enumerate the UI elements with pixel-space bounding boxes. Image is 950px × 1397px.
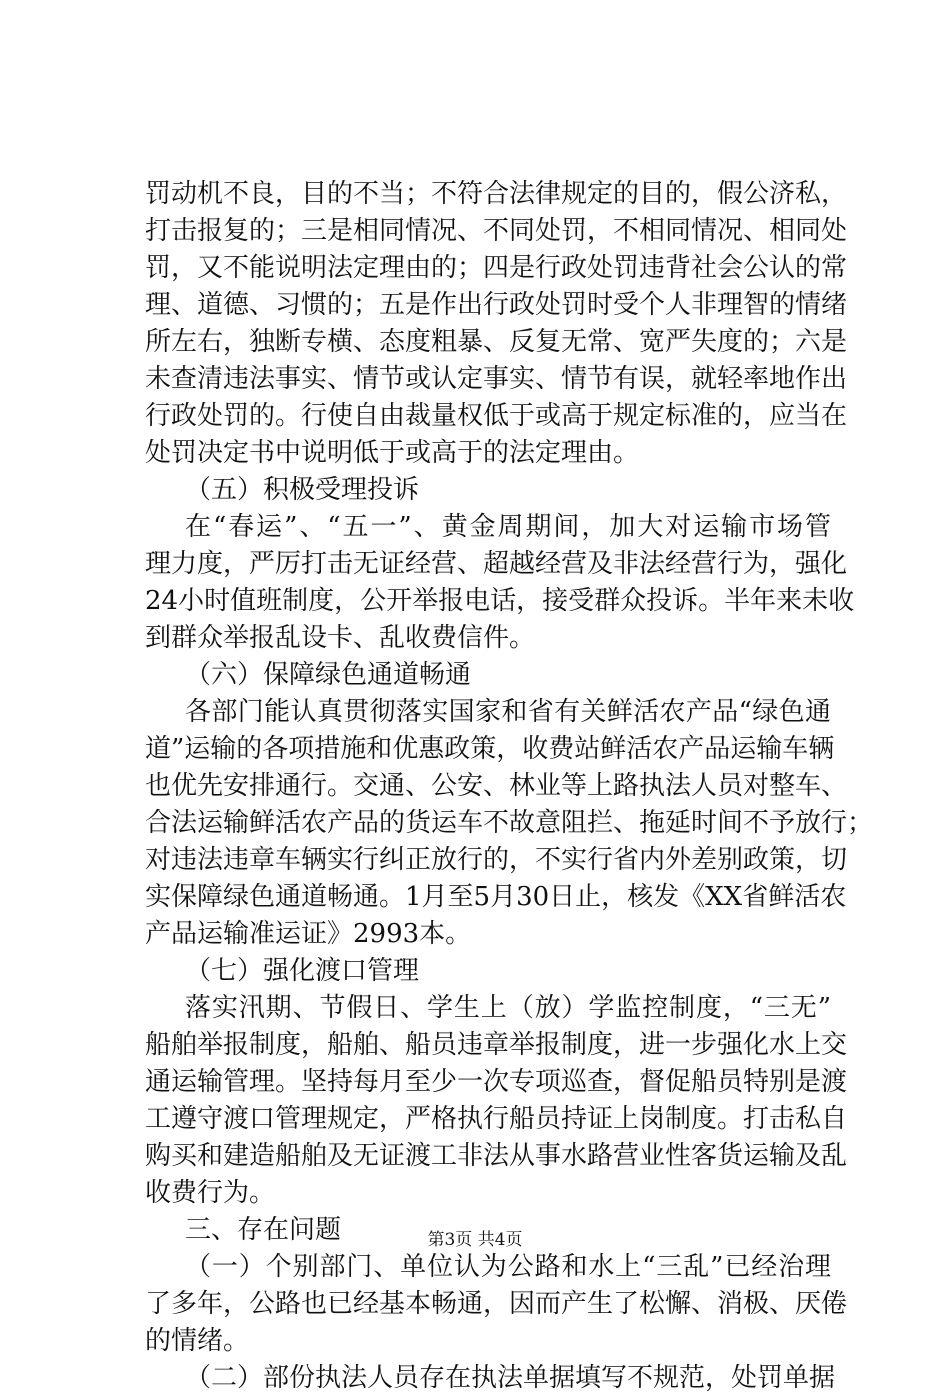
section-heading: （七）强化渡口管理: [185, 956, 420, 986]
text-line: 各部门能认真贯彻落实国家和省有关鲜活农产品“绿色通: [185, 697, 831, 727]
text-line: 24小时值班制度，公开举报电话，接受群众投诉。半年来未收: [145, 586, 855, 616]
text-line: 船舶举报制度，船舶、船员违章举报制度，进一步强化水上交: [145, 1030, 848, 1060]
text-line: 罚动机不良，目的不当；不符合法律规定的目的，假公济私，: [145, 179, 848, 209]
text-line: 工遵守渡口管理规定，严格执行船员持证上岗制度。打击私自: [145, 1104, 848, 1134]
text-line: （一）个别部门、单位认为公路和水上“三乱”已经治理: [185, 1252, 831, 1282]
text-line: 合法运输鲜活农产品的货运车不故意阻拦、拖延时间不予放行；: [145, 808, 874, 838]
text-line: 实保障绿色通道畅通。1月至5月30日止，核发《XX省鲜活农: [145, 882, 847, 912]
text-line: 道”运输的各项措施和优惠政策，收费站鲜活农产品运输车辆: [145, 734, 835, 764]
text-line: 收费行为。: [145, 1178, 276, 1208]
text-line: 购买和建造船舶及无证渡工非法从事水路营业性客货运输及乱: [145, 1141, 848, 1171]
text-line: 罚，又不能说明法定理由的；四是行政处罚违背社会公认的常: [145, 253, 848, 283]
text-line: 未查清违法事实、情节或认定事实、情节有误，就轻率地作出: [145, 364, 848, 394]
document-body: [145, 176, 874, 1397]
text-line: 了多年，公路也已经基本畅通，因而产生了松懈、消极、厌倦: [145, 1289, 848, 1319]
text-line: 所左右，独断专横、态度粗暴、反复无常、宽严失度的；六是: [145, 327, 848, 357]
text-line: 产品运输准运证》2993本。: [145, 919, 472, 949]
text-line: 也优先安排通行。交通、公安、林业等上路执法人员对整车、: [145, 771, 848, 801]
text-line: 到群众举报乱设卡、乱收费信件。: [145, 623, 536, 653]
text-line: 在“春运”、“五一”、黄金周期间，加大对运输市场管: [185, 512, 831, 542]
text-line: 理力度，严厉打击无证经营、超越经营及非法经营行为，强化: [145, 549, 848, 579]
page-footer: 第3页 共4页: [427, 1230, 523, 1250]
text-line: 对违法违章车辆实行纠正放行的，不实行省内外差别政策，切: [145, 845, 848, 875]
text-line: 落实汛期、节假日、学生上（放）学监控制度，“三无”: [185, 993, 831, 1023]
section-heading: 三、存在问题: [185, 1215, 342, 1245]
text-line: 理、道德、习惯的；五是作出行政处罚时受个人非理智的情绪: [145, 290, 848, 320]
text-line: 打击报复的；三是相同情况、不同处罚，不相同情况、相同处: [145, 216, 848, 246]
text-line: 处罚决定书中说明低于或高于的法定理由。: [145, 438, 640, 468]
text-line: 行政处罚的。行使自由裁量权低于或高于规定标准的，应当在: [145, 401, 848, 431]
text-line: 通运输管理。坚持每月至少一次专项巡查，督促船员特别是渡: [145, 1067, 848, 1097]
section-heading: （五）积极受理投诉: [185, 475, 420, 505]
section-heading: （六）保障绿色通道畅通: [185, 660, 472, 690]
text-line: （二）部份执法人员存在执法单据填写不规范，处罚单据: [185, 1363, 836, 1393]
text-line: 的情绪。: [145, 1326, 250, 1356]
